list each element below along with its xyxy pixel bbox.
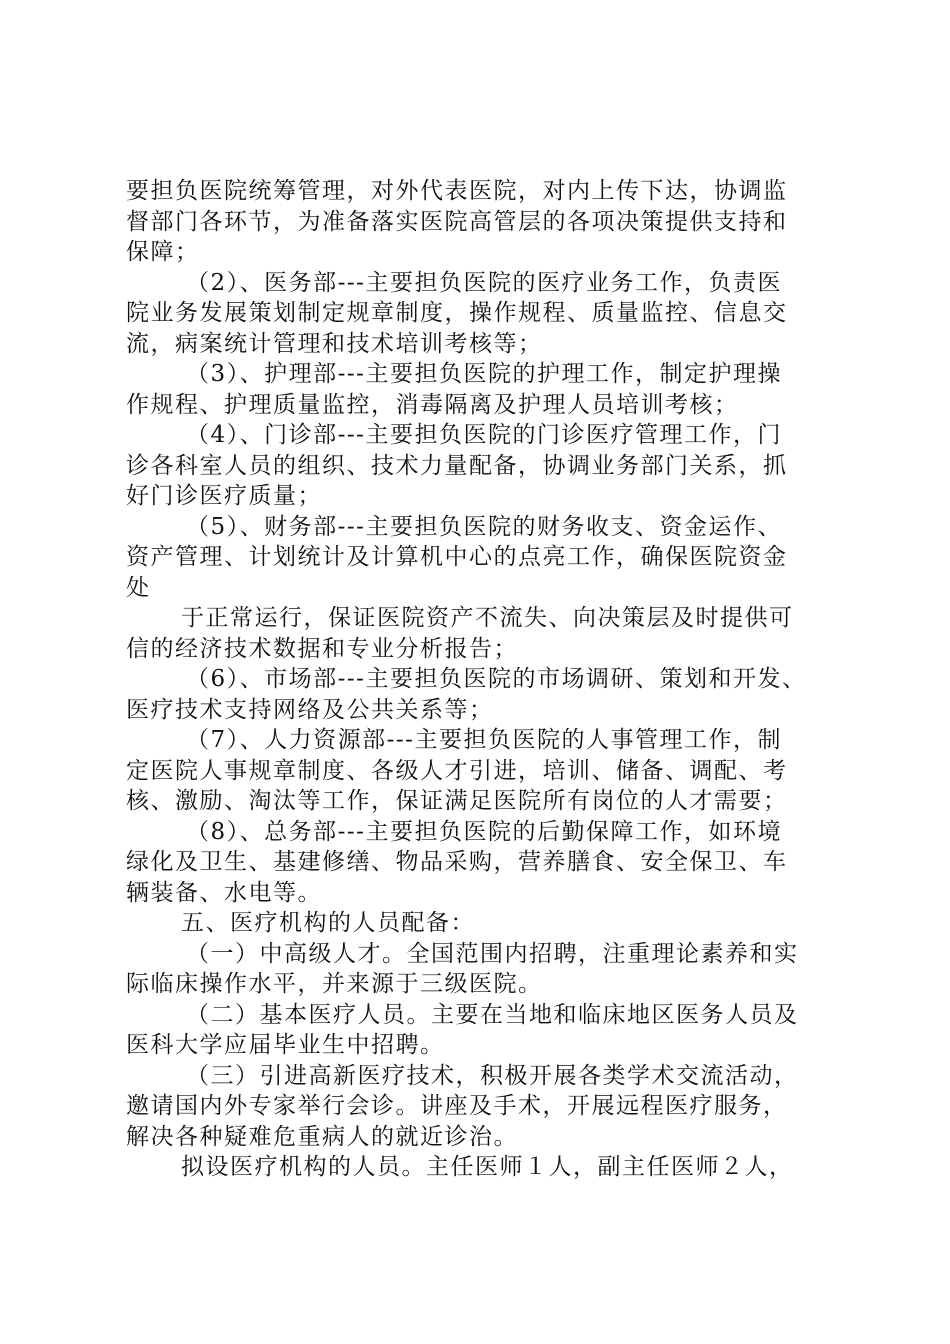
text-line: （5）、财务部---主要担负医院的财务收支、资金运作、 [186,513,782,540]
body-text [126,176,846,1183]
text-line: （2）、医务部---主要担负医院的医疗业务工作，负责医 [186,269,782,296]
section-heading: 五、医疗机构的人员配备： [181,910,475,936]
text-line: 保障； [126,239,200,265]
text-line: （三）引进高新医疗技术，积极开展各类学术交流活动， [186,1062,799,1089]
text-line: 医疗技术支持网络及公共关系等； [126,696,494,723]
text-line: 流，病案统计管理和技术培训考核等； [126,330,543,357]
text-line: 处 [126,574,151,601]
text-line: 际临床操作水平，并来源于三级医院。 [126,971,543,997]
text-line: 诊各科室人员的组织、技术力量配备，协调业务部门关系，抓 [126,452,788,479]
text-line: 邀请国内外专家举行会诊。讲座及手术，开展远程医疗服务， [126,1093,788,1119]
text-line: （一）中高级人才。全国范围内招聘，注重理论素养和实 [186,940,799,967]
text-line: 定医院人事规章制度、各级人才引进，培训、储备、调配、考 [126,757,788,784]
text-line: 解决各种疑难危重病人的就近诊治。 [126,1123,518,1150]
text-line: 辆装备、水电等。 [126,879,322,906]
text-line: 督部门各环节，为准备落实医院高管层的各项决策提供支持和 [126,208,788,235]
text-line: （7）、人力资源部---主要担负医院的人事管理工作，制 [186,727,782,753]
text-line: （8）、总务部---主要担负医院的后勤保障工作，如环境 [186,818,782,845]
text-line: 要担负医院统筹管理，对外代表医院，对内上传下达，协调监 [126,178,788,204]
text-line: 于正常运行，保证医院资产不流失、向决策层及时提供可 [181,605,794,631]
text-line: （6）、市场部---主要担负医院的市场调研、策划和开发、 [186,666,807,692]
text-line: 资产管理、计划统计及计算机中心的点亮工作，确保医院资金 [126,544,788,570]
text-line: 绿化及卫生、基建修缮、物品采购，营养膳食、安全保卫、车 [126,849,788,875]
text-line: 作规程、护理质量监控，消毒隔离及护理人员培训考核； [126,391,739,418]
text-line: 信的经济技术数据和专业分析报告； [126,635,518,662]
text-line: （二）基本医疗人员。主要在当地和临床地区医务人员及 [186,1001,799,1028]
text-line: 好门诊医疗质量； [126,483,322,509]
text-line: 核、激励、淘汰等工作，保证满足医院所有岗位的人才需要； [126,788,788,814]
text-line: 院业务发展策划制定规章制度，操作规程、质量监控、信息交 [126,300,788,326]
text-line: （3）、护理部---主要担负医院的护理工作，制定护理操 [186,361,782,387]
text-line: 拟设医疗机构的人员。主任医师１人，副主任医师２人， [181,1154,794,1180]
text-line: （4）、门诊部---主要担负医院的门诊医疗管理工作，门 [186,422,782,448]
text-line: 医科大学应届毕业生中招聘。 [126,1032,445,1058]
